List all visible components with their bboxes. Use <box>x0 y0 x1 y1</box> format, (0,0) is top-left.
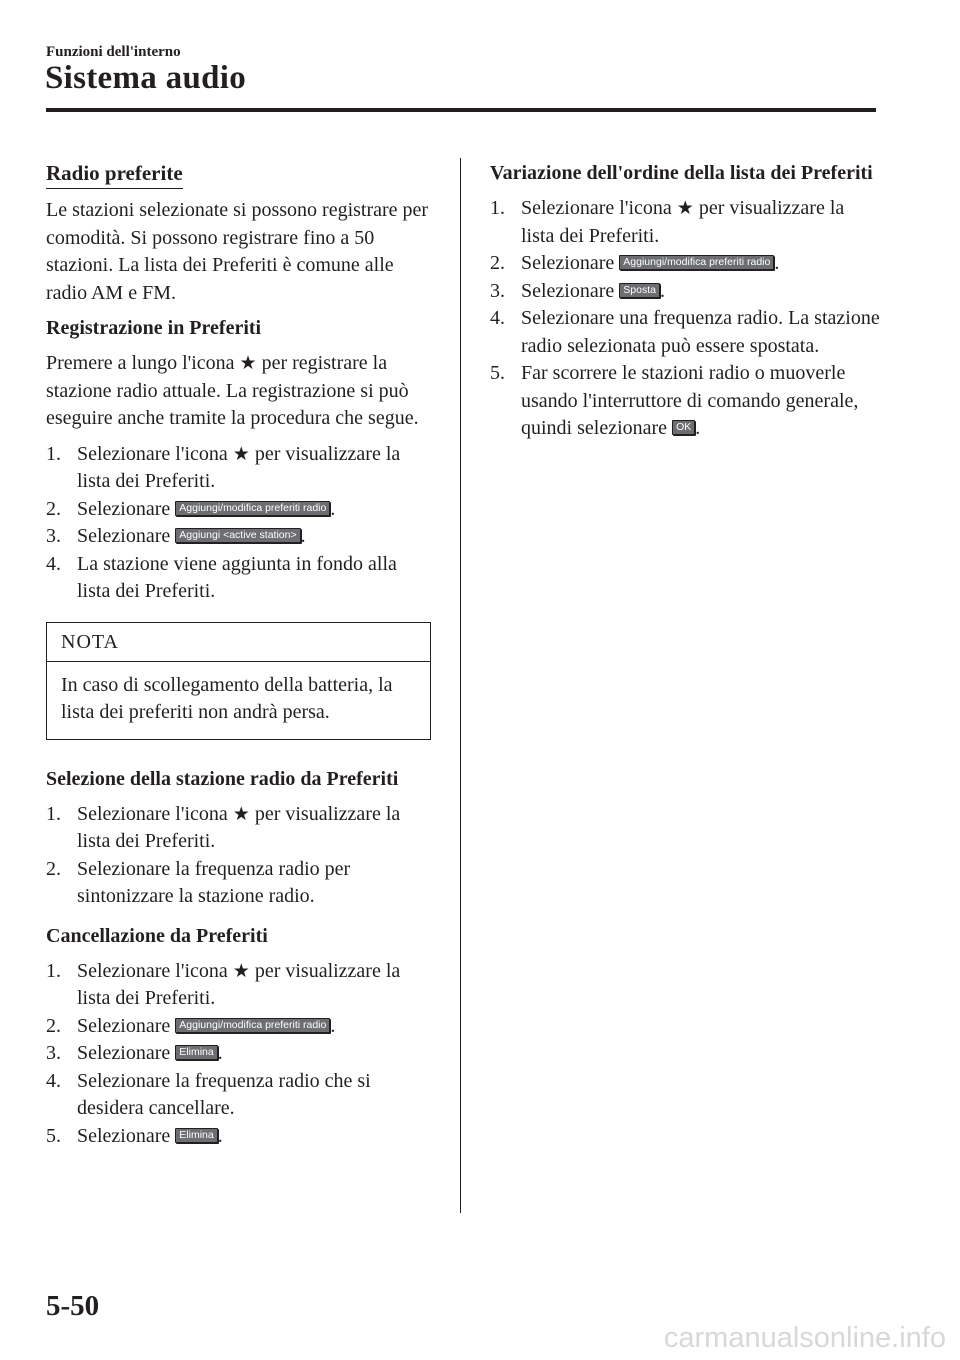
list-item: 1. Selezionare l'icona ★ per visualizzare la lista dei Preferiti. <box>46 959 401 1009</box>
list-item: 2. Selezionare Aggiungi/modifica preferiti radio . <box>46 497 336 520</box>
subheading-deletion: Cancellazione da Preferiti <box>46 924 268 947</box>
star-icon: ★ <box>676 197 694 219</box>
ok-button: OK <box>672 420 695 435</box>
list-item: 2. Selezionare Aggiungi/modifica preferiti radio . <box>490 252 780 274</box>
section-title-radio-preferite: Radio preferite <box>46 160 183 189</box>
list-item: 3. Selezionare Sposta . <box>490 279 665 302</box>
note-box <box>46 622 431 740</box>
list-item: 4. Selezionare la frequenza radio che si desidera cancellare. <box>46 1069 371 1119</box>
list-item: 2. Selezionare la frequenza radio per sintonizzare la stazione radio. <box>46 857 351 907</box>
list-item: 1. Selezionare l'icona ★ per visualizzare la lista dei Preferiti. <box>490 197 845 247</box>
note-title: NOTA <box>47 623 430 662</box>
column-divider <box>460 158 461 1213</box>
star-icon: ★ <box>232 802 250 825</box>
elimina-button: Elimina <box>175 1045 217 1060</box>
intro-paragraph: Le stazioni selezionate si possono registrare per comodità. Si possono registrare fino a 50 stazioni. La lista dei Preferiti è comune alle radio AM e FM. <box>46 199 429 304</box>
registration-steps <box>46 441 431 606</box>
aggiungi-active-station-button: Aggiungi <active station> <box>175 528 300 543</box>
star-icon: ★ <box>232 442 250 465</box>
note-body: In caso di scollegamento della batteria, la lista dei preferiti non andrà persa. <box>61 673 393 723</box>
aggiungi-modifica-preferiti-button: Aggiungi/modifica preferiti radio <box>175 501 330 516</box>
subheading-registration: Registrazione in Preferiti <box>46 317 262 339</box>
reorder-steps <box>490 195 880 443</box>
selection-steps <box>46 801 431 911</box>
title-rule <box>46 108 876 112</box>
page-number: 5-50 <box>46 1290 100 1322</box>
list-item: 3. Selezionare Elimina . <box>46 1042 223 1064</box>
star-icon: ★ <box>239 352 257 374</box>
aggiungi-modifica-preferiti-button: Aggiungi/modifica preferiti radio <box>619 255 774 270</box>
list-item: 2. Selezionare Aggiungi/modifica preferiti radio . <box>46 1014 336 1037</box>
page-title: Sistema audio <box>45 60 247 96</box>
section-kicker: Funzioni dell'interno <box>46 44 181 60</box>
right-column <box>490 160 880 455</box>
subheading-selection: Selezione della stazione radio da Preferiti <box>46 767 399 790</box>
list-item: 4. La stazione viene aggiunta in fondo alla lista dei Preferiti. <box>46 552 397 602</box>
list-item: 5. Selezionare Elimina . <box>46 1124 223 1147</box>
subheading-reorder: Variazione dell'ordine della lista dei Preferiti <box>490 162 873 184</box>
registration-text-after: per registrare la stazione radio attuale. La registrazione si può eseguire anche tramite la procedura che segue. <box>46 352 419 429</box>
list-item: 1. Selezionare l'icona ★ per visualizzare la lista dei Preferiti. <box>46 442 401 492</box>
sposta-button: Sposta <box>619 283 660 298</box>
deletion-steps <box>46 958 431 1151</box>
left-column <box>46 160 431 1162</box>
elimina-button: Elimina <box>175 1128 217 1143</box>
list-item: 5. Far scorrere le stazioni radio o muoverle usando l'interruttore di comando generale, quindi selezionare OK . <box>490 362 859 439</box>
star-icon: ★ <box>232 959 250 982</box>
registration-text-before: Premere a lungo l'icona <box>46 352 235 374</box>
list-item: 3. Selezionare Aggiungi <active station> . <box>46 525 306 547</box>
list-item: 1. Selezionare l'icona ★ per visualizzare la lista dei Preferiti. <box>46 802 401 852</box>
list-item: 4. Selezionare una frequenza radio. La stazione radio selezionata può essere spostata. <box>490 307 880 357</box>
aggiungi-modifica-preferiti-button: Aggiungi/modifica preferiti radio <box>175 1018 330 1033</box>
registration-paragraph <box>46 350 431 433</box>
watermark: carmanualsonline.info <box>663 1322 946 1354</box>
